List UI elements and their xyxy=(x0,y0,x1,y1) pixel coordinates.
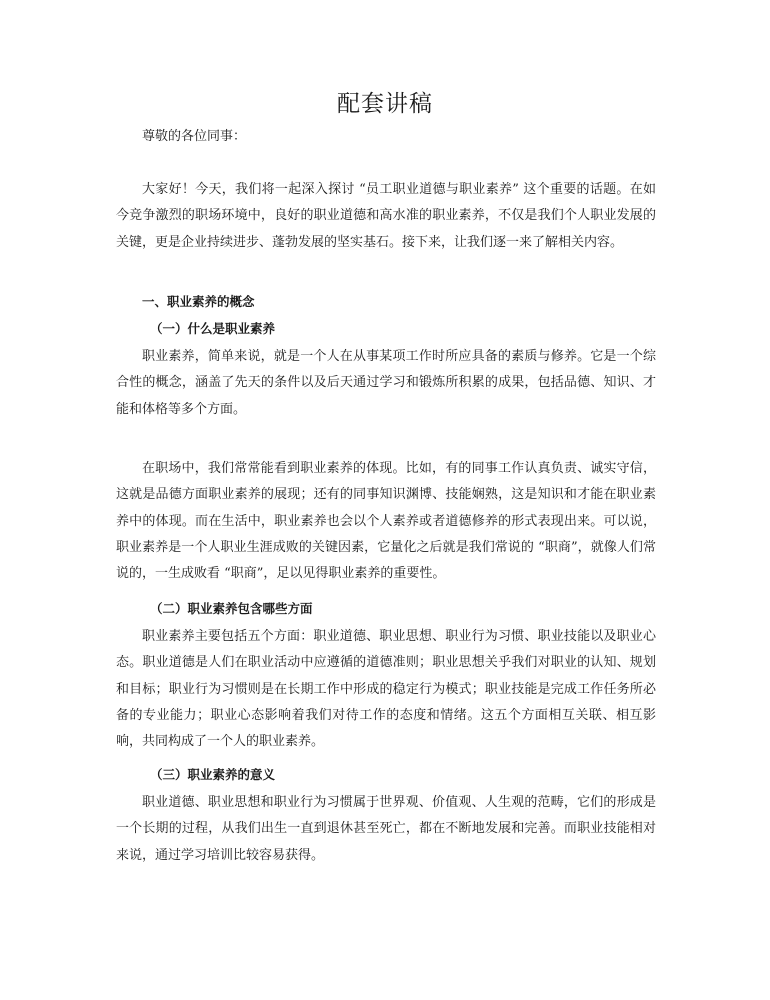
section-1-heading: 一、职业素养的概念 xyxy=(142,294,255,309)
intro-paragraph: 大家好！今天，我们将一起深入探讨 “员工职业道德与职业素养” 这个重要的话题。在如今竞争激烈的职场环境中，良好的职业道德和高水准的职业素养，不仅是我们个人职业发展的关键，更是企业持续进步、蓬勃发展的坚实基石。接下来，让我们逐一来了解相关内容。 xyxy=(116,182,656,250)
subsection-1-paragraph-1: 职业素养，简单来说，就是一个人在从事某项工作时所应具备的素质与修养。它是一个综合性的概念，涵盖了先天的条件以及后天通过学习和锻炼所积累的成果，包括品德、知识、才能和体格等多个方面。 xyxy=(116,349,656,417)
subsection-3-heading: （三）职业素养的意义 xyxy=(150,767,276,782)
subsection-1-paragraph-2: 在职场中，我们常常能看到职业素养的体现。比如，有的同事工作认真负责、诚实守信，这就是品德方面职业素养的展现；还有的同事知识渊博、技能娴熟，这是知识和才能在职业素养中的体现。而在生活中，职业素养也会以个人素养或者道德修养的形式表现出来。可以说，职业素养是一个人职业生涯成败的关键因素，它量化之后就是我们常说的 “职商”，就像人们常说的，一生成败看 “职商”，足以见得职业素养的重要性。 xyxy=(116,461,656,582)
subsection-2-paragraph-1: 职业素养主要包括五个方面：职业道德、职业思想、职业行为习惯、职业技能以及职业心态。职业道德是人们在职业活动中应遵循的道德准则；职业思想关乎我们对职业的认知、规划和目标；职业行为习惯则是在长期工作中形成的稳定行为模式；职业技能是完成工作任务所必备的专业能力；职业心态影响着我们对待工作的态度和情绪。这五个方面相互关联、相互影响，共同构成了一个人的职业素养。 xyxy=(116,629,656,750)
subsection-2-heading: （二）职业素养包含哪些方面 xyxy=(150,601,313,616)
subsection-1-heading: （一）什么是职业素养 xyxy=(150,321,276,336)
subsection-3-paragraph-1: 职业道德、职业思想和职业行为习惯属于世界观、价值观、人生观的范畴，它们的形成是一个长期的过程，从我们出生一直到退休甚至死亡，都在不断地发展和完善。而职业技能相对来说，通过学习培训比较容易获得。 xyxy=(116,795,656,863)
greeting: 尊敬的各位同事： xyxy=(142,129,247,144)
document-title: 配套讲稿 xyxy=(337,91,433,117)
